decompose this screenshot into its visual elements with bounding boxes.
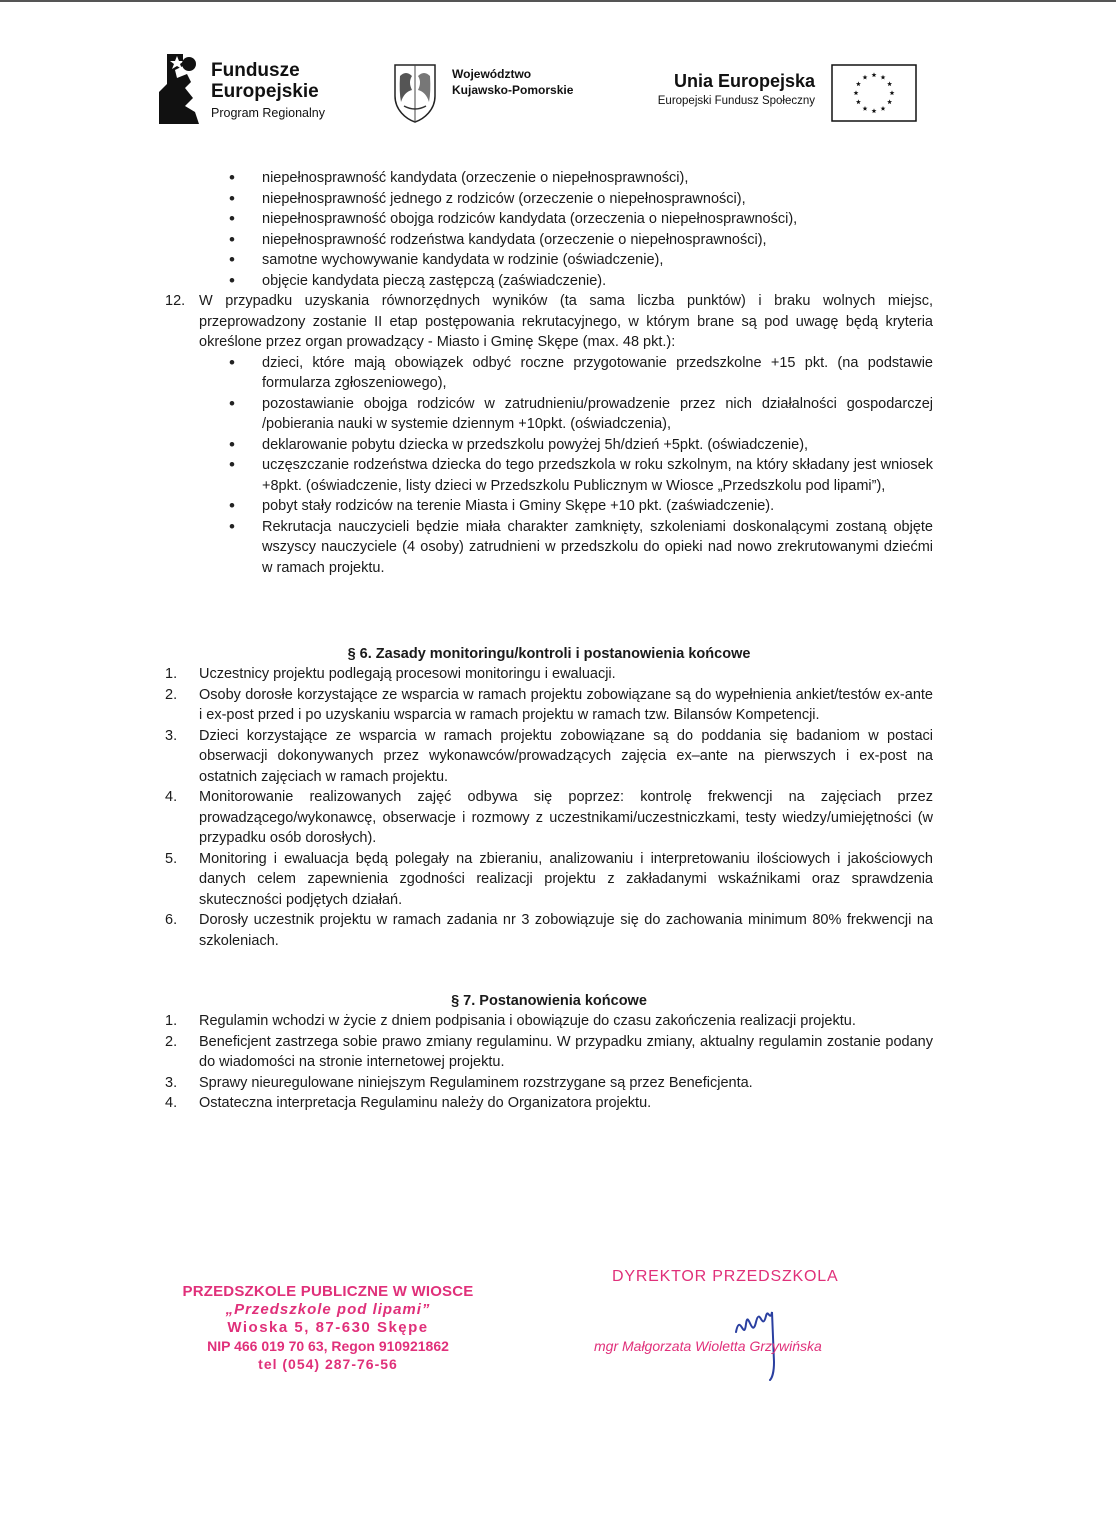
criteria-list-stage2 xyxy=(165,353,933,579)
item-text: Monitoring i ewaluacja będą polegały na zbieraniu, analizowaniu i interpretowaniu ilościowych i jakościowych danych celem zapewnienia zgodności realizacji projektu z zakładanymi wskaźnikami oraz sprawdzenia skuteczności podjętych działań. xyxy=(199,850,933,908)
list-item: • pobyt stały rodziców na terenie Miasta i Gminy Skępe +10 pkt. (zaświadczenie). xyxy=(165,496,933,517)
document-body xyxy=(165,168,933,1114)
list-item: • Rekrutacja nauczycieli będzie miała charakter zamknięty, szkoleniami doskonalącymi zostaną objęte wszyscy nauczyciele (4 osoby) zatrudnieni w przedszkolu do opieki nad nowo zrekrutowanymi dziećmi w ramach projektu. xyxy=(165,517,933,579)
item-text: W przypadku uzyskania równorzędnych wyników (ta sama liczba punktów) i braku wolnych miejsc, przeprowadzony zostanie II etap postępowania rekrutacyjnego, w którym brane są pod uwagę będą kryteria określone przez organ prowadzący - Miasto i Gminę Skępe (max. 48 pkt.): xyxy=(199,293,933,350)
eu-logo xyxy=(632,62,917,126)
stamp-line: NIP 466 019 70 63, Regon 910921862 xyxy=(207,1338,449,1354)
director-name: mgr Małgorzata Wioletta Grzywińska xyxy=(594,1338,822,1354)
list-item xyxy=(165,1093,933,1114)
stamp-line: Wioska 5, 87-630 Skępe xyxy=(227,1319,429,1336)
fundusze-europejskie-logo xyxy=(155,52,355,132)
section-6-list xyxy=(165,664,933,951)
stamp-line: „Przedszkole pod lipami” xyxy=(225,1301,431,1318)
list-item: • objęcie kandydata pieczą zastępczą (zaświadczenie). xyxy=(165,271,933,292)
list-item: • niepełnosprawność kandydata (orzeczenie o niepełnosprawności), xyxy=(165,168,933,189)
list-item: • niepełnosprawność rodzeństwa kandydata (orzeczenie o niepełnosprawności), xyxy=(165,230,933,251)
item-number: 1. xyxy=(165,1013,178,1029)
list-item: • samotne wychowywanie kandydata w rodzinie (oświadczenie), xyxy=(165,250,933,271)
list-item xyxy=(165,726,933,788)
region-logo-line2: Kujawsko-Pomorskie xyxy=(452,83,574,97)
stamp-line: tel (054) 287-76-56 xyxy=(258,1356,398,1372)
list-item xyxy=(165,910,933,951)
numbered-item-12 xyxy=(165,291,933,353)
list-item: • uczęszczanie rodzeństwa dziecka do tego przedszkola w roku szkolnym, na który składany jest wniosek +8pkt. (oświadczenie, listy dzieci w Przedszkolu Publicznym w Wiosce „Przedszkolu pod lipami”), xyxy=(165,455,933,496)
region-logo xyxy=(392,62,592,124)
region-logo-line1: Województwo xyxy=(452,67,532,81)
item-number: 2. xyxy=(165,686,178,703)
director-title: DYREKTOR PRZEDSZKOLA xyxy=(612,1268,839,1285)
list-item: • deklarowanie pobytu dziecka w przedszkolu powyżej 5h/dzień +5pkt. (oświadczenie), xyxy=(165,435,933,456)
item-text: Monitorowanie realizowanych zajęć odbywa się poprzez: kontrolę frekwencji na zajęciach przez prowadzącego/wykonawcę, obserwacje i rozmowy z uczestnikami/uczestniczkami, testy wiedzy/umiejętności (w przypadku osób dorosłych). xyxy=(199,789,933,846)
fe-logo-line2: Europejskie xyxy=(211,81,319,102)
item-text: Regulamin wchodzi w życie z dniem podpisania i obowiązuje do czasu zakończenia realizacji projektu. xyxy=(199,1013,856,1029)
item-number: 5. xyxy=(165,850,178,867)
list-item xyxy=(165,849,933,911)
item-text: Beneficjent zastrzega sobie prawo zmiany regulaminu. W przypadku zmiany, aktualny regulamin zostanie podany do wiadomości na stronie internetowej projektu. xyxy=(199,1033,933,1070)
item-number: 4. xyxy=(165,789,178,805)
list-item: • niepełnosprawność jednego z rodziców (orzeczenie o niepełnosprawności), xyxy=(165,189,933,210)
kindergarten-stamp xyxy=(178,1283,478,1373)
item-text: Sprawy nieuregulowane niniejszym Regulaminem rozstrzygane są przez Beneficjenta. xyxy=(199,1074,753,1091)
region-coat-of-arms-icon xyxy=(392,62,438,124)
list-item xyxy=(165,1032,933,1073)
item-number: 4. xyxy=(165,1095,178,1111)
top-rule xyxy=(0,0,1116,2)
item-number: 2. xyxy=(165,1033,178,1050)
list-item xyxy=(165,1011,933,1032)
item-number: 6. xyxy=(165,912,178,928)
eu-logo-title: Unia Europejska xyxy=(673,71,815,91)
item-text: Dzieci korzystające ze wsparcia w ramach projektu zobowiązane są do poddania się badaniom w postaci obserwacji dokonywanych przez wykonawców/prowadzących zajęcia ex–ante na pierwszych i ex-post na ostatnich zajęciach w ramach projektu. xyxy=(199,727,933,785)
stamp-line: PRZEDSZKOLE PUBLICZNE W WIOSCE xyxy=(182,1283,474,1300)
item-text: Dorosły uczestnik projektu w ramach zadania nr 3 zobowiązuje się do zachowania minimum 80% frekwencji na szkoleniach. xyxy=(199,912,933,949)
list-item xyxy=(165,685,933,726)
item-number: 3. xyxy=(165,1074,178,1091)
fe-logo-line1: Fundusze xyxy=(211,60,300,81)
item-number: 1. xyxy=(165,666,178,682)
item-text: Ostateczna interpretacja Regulaminu należy do Organizatora projektu. xyxy=(199,1095,652,1111)
list-item: • niepełnosprawność obojga rodziców kandydata (orzeczenia o niepełnosprawności), xyxy=(165,209,933,230)
item-number: 3. xyxy=(165,727,178,744)
item-text: Osoby dorosłe korzystające ze wsparcia w ramach projektu zobowiązane są do wypełnienia ankiet/testów ex-ante i ex-post przed i po uzyskaniu wsparcia w ramach projektu w ramach tzw. Bilansów Kompetencji. xyxy=(199,686,933,723)
eu-flag-icon xyxy=(831,64,917,122)
fe-logo-line3: Program Regionalny xyxy=(211,106,325,120)
eu-logo-subtitle: Europejski Fundusz Społeczny xyxy=(657,95,815,107)
list-item xyxy=(165,787,933,849)
list-item: • dzieci, które mają obowiązek odbyć roczne przygotowanie przedszkolne +15 pkt. (na podstawie formularza zgłoszeniowego), xyxy=(165,353,933,394)
criteria-list-top xyxy=(165,168,933,291)
item-number: 12. xyxy=(165,293,186,309)
section-6-title: § 6. Zasady monitoringu/kontroli i postanowienia końcowe xyxy=(347,646,751,662)
section-7-list xyxy=(165,1011,933,1114)
list-item xyxy=(165,1073,933,1094)
section-7-title: § 7. Postanowienia końcowe xyxy=(451,993,647,1009)
list-item xyxy=(165,664,933,685)
item-text: Uczestnicy projektu podlegają procesowi monitoringu i ewaluacji. xyxy=(199,666,616,682)
list-item: • pozostawianie obojga rodziców w zatrudnieniu/prowadzenie przez nich działalności gospodarczej /pobierania nauki w systemie dziennym +10pkt. (oświadczenia), xyxy=(165,394,933,435)
fe-emblem-icon xyxy=(155,52,203,126)
